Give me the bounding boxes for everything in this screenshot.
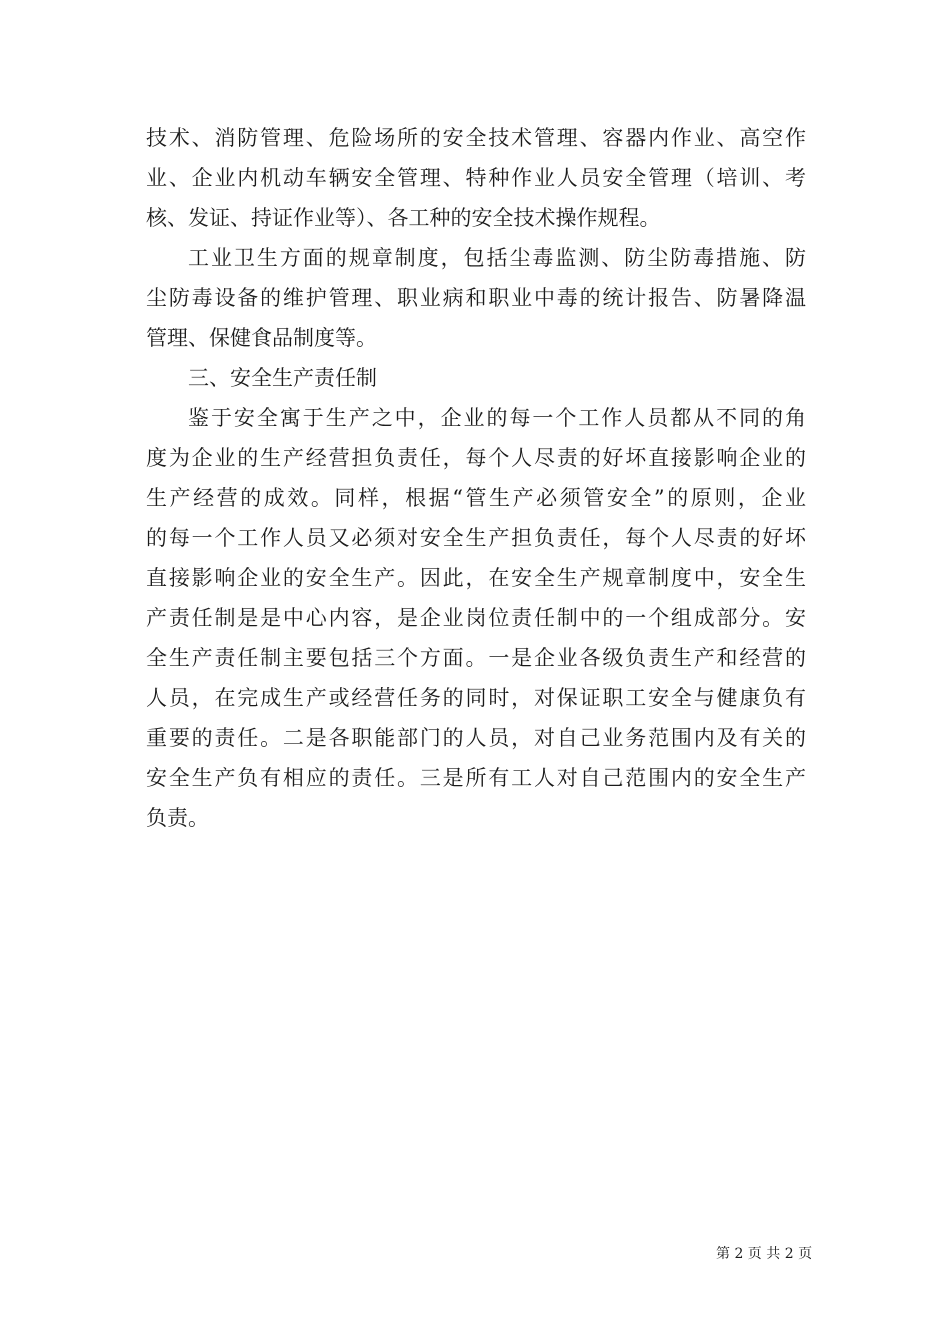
paragraph-line: 全生产责任制主要包括三个方面。一是企业各级负责生产和经营的 <box>146 646 806 670</box>
paragraph-line: 业、企业内机动车辆安全管理、特种作业人员安全管理（培训、考 <box>146 166 806 190</box>
paragraph-line: 负责。 <box>146 806 209 830</box>
paragraph-line: 的每一个工作人员又必须对安全生产担负责任，每个人尽责的好坏 <box>146 526 806 550</box>
paragraph-line: 鉴于安全寓于生产之中，企业的每一个工作人员都从不同的角 <box>188 406 806 430</box>
paragraph-line: 工业卫生方面的规章制度，包括尘毒监测、防尘防毒措施、防 <box>188 246 806 270</box>
paragraph-line: 度为企业的生产经营担负责任，每个人尽责的好坏直接影响企业的 <box>146 446 806 470</box>
section-heading: 三、安全生产责任制 <box>188 366 377 390</box>
document-body <box>146 118 806 838</box>
paragraph-line: 核、发证、持证作业等）、各工种的安全技术操作规程。 <box>146 206 661 230</box>
paragraph-line: 安全生产负有相应的责任。三是所有工人对自己范围内的安全生产 <box>146 766 806 790</box>
paragraph-line: 重要的责任。二是各职能部门的人员，对自己业务范围内及有关的 <box>146 726 806 750</box>
paragraph-line: 人员，在完成生产或经营任务的同时，对保证职工安全与健康负有 <box>146 686 806 710</box>
paragraph-line: 管理、保健食品制度等。 <box>146 326 377 350</box>
paragraph-line: 生产经营的成效。同样，根据“管生产必须管安全”的原则，企业 <box>146 486 806 510</box>
paragraph-line: 产责任制是是中心内容，是企业岗位责任制中的一个组成部分。安 <box>146 606 806 630</box>
paragraph-line: 直接影响企业的安全生产。因此，在安全生产规章制度中，安全生 <box>146 566 806 590</box>
page-number: 第 2 页 共 2 页 <box>716 1246 813 1262</box>
paragraph-line: 技术、消防管理、危险场所的安全技术管理、容器内作业、高空作 <box>146 126 806 150</box>
paragraph-line: 尘防毒设备的维护管理、职业病和职业中毒的统计报告、防暑降温 <box>146 286 806 310</box>
